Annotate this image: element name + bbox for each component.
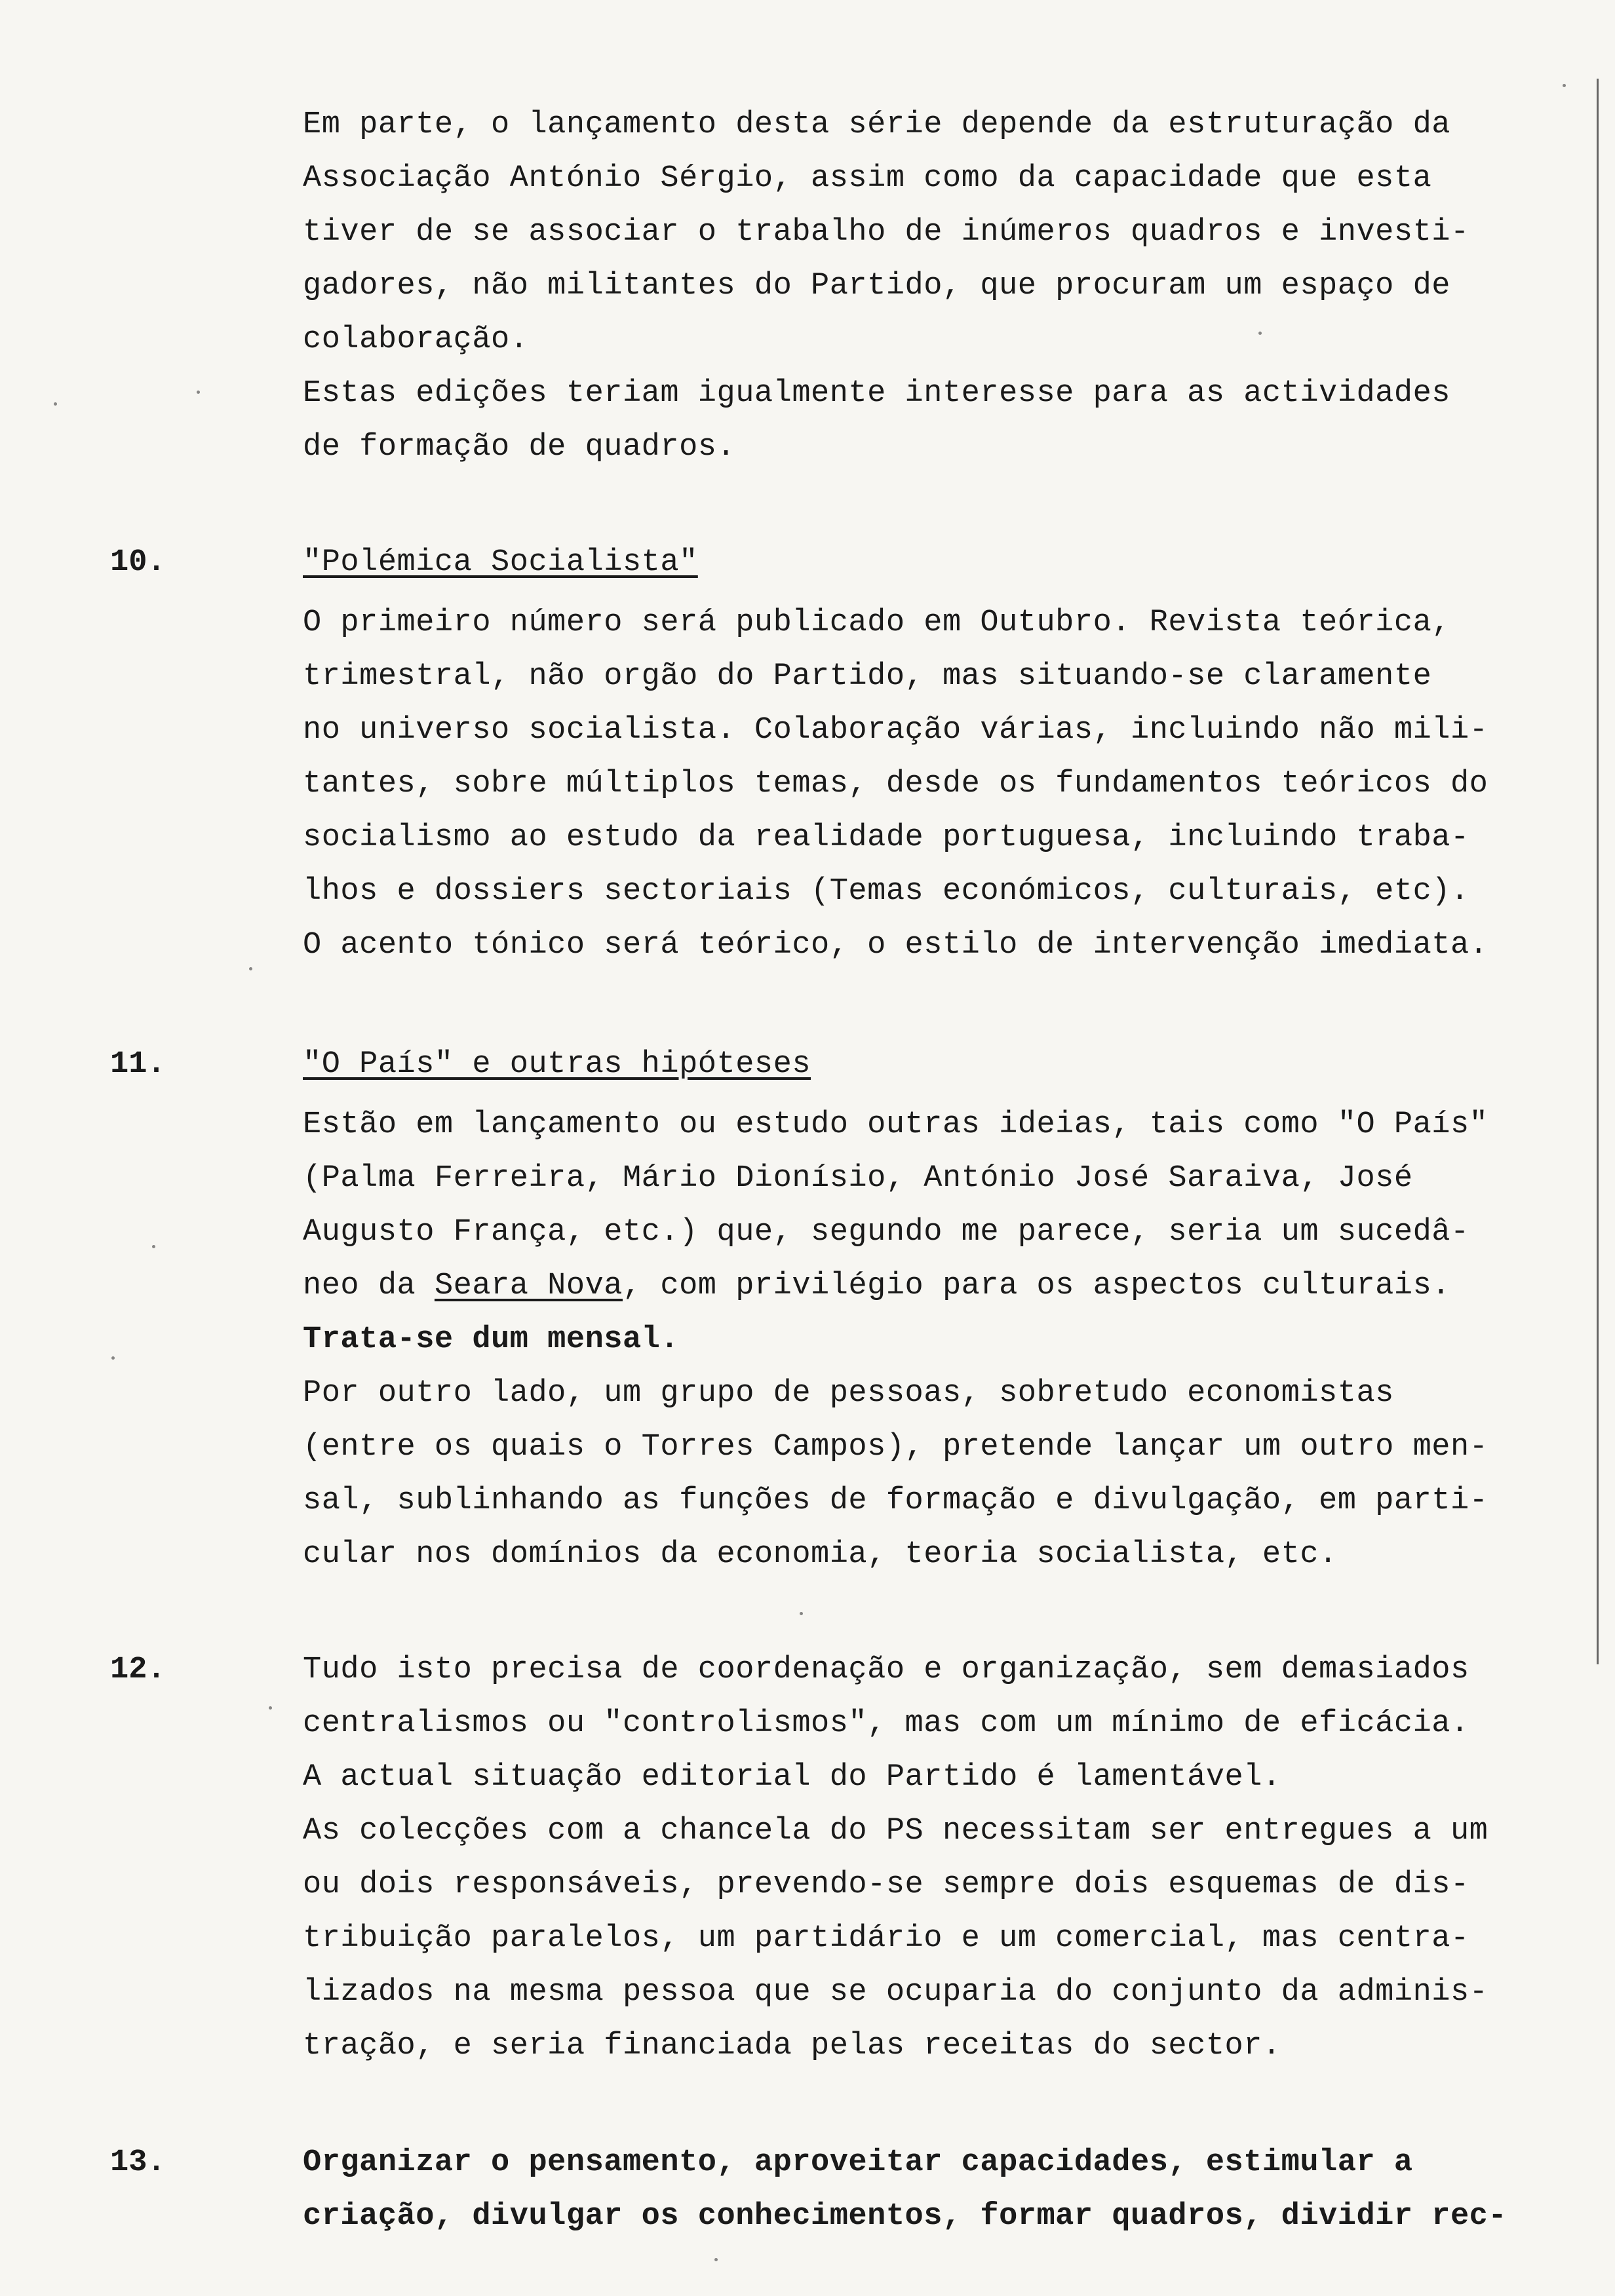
text-line: Estas edições teriam igualmente interesse para as actividades: [303, 376, 1450, 411]
text-line: Organizar o pensamento, aproveitar capacidades, estimular a: [303, 2145, 1413, 2180]
text-line: tração, e seria financiada pelas receitas do sector.: [303, 2029, 1281, 2063]
section-number-12: 12.: [110, 1653, 166, 1687]
scan-speck: [714, 2258, 718, 2261]
text-line: tiver de se associar o trabalho de inúmeros quadros e investi-: [303, 215, 1469, 250]
text-line: de formação de quadros.: [303, 430, 736, 465]
text-line: [303, 1259, 1587, 1313]
text-line: Em parte, o lançamento desta série depende da estruturação da: [303, 107, 1450, 142]
text-fragment: , com privilégio para os aspectos culturais.: [622, 1269, 1450, 1303]
text-line: cular nos domínios da economia, teoria socialista, etc.: [303, 1537, 1338, 1572]
text-line: Tudo isto precisa de coordenação e organização, sem demasiados: [303, 1653, 1469, 1687]
text-line: no universo socialista. Colaboração várias, incluindo não mili-: [303, 713, 1489, 748]
section-12: [303, 1643, 1587, 2073]
scan-speck: [152, 1245, 155, 1248]
text-line: tribuição paralelos, um partidário e um comercial, mas centra-: [303, 1921, 1469, 1956]
text-line: trimestral, não orgão do Partido, mas situando-se claramente: [303, 659, 1432, 694]
text-line: Por outro lado, um grupo de pessoas, sobretudo economistas: [303, 1376, 1394, 1411]
margin-rule: [1597, 79, 1599, 1664]
scan-speck: [800, 1612, 803, 1615]
text-line: criação, divulgar os conhecimentos, formar quadros, dividir rec-: [303, 2199, 1508, 2234]
text-line: (entre os quais o Torres Campos), pretende lançar um outro men-: [303, 1430, 1489, 1464]
text-line: socialismo ao estudo da realidade portuguesa, incluindo traba-: [303, 820, 1469, 855]
section-title: "O País" e outras hipóteses: [303, 1047, 811, 1082]
publication-name: Seara Nova: [434, 1269, 623, 1303]
section-10: [303, 536, 1587, 972]
text-fragment: neo da: [303, 1269, 435, 1303]
section-13: [303, 2136, 1587, 2244]
section-11: [303, 1038, 1587, 1582]
text-line: Associação António Sérgio, assim como da capacidade que esta: [303, 161, 1432, 196]
text-line: sal, sublinhando as funções de formação e divulgação, em parti-: [303, 1483, 1489, 1518]
text-line: As colecções com a chancela do PS necessitam ser entregues a um: [303, 1814, 1489, 1848]
scan-speck: [269, 1706, 272, 1710]
scan-speck: [197, 391, 200, 394]
text-line: O acento tónico será teórico, o estilo de intervenção imediata.: [303, 928, 1489, 963]
intro-paragraph: [303, 98, 1587, 474]
scan-speck: [54, 402, 57, 406]
scan-speck: [1563, 84, 1566, 87]
text-line: (Palma Ferreira, Mário Dionísio, António José Saraiva, José: [303, 1161, 1413, 1196]
section-number-11: 11.: [110, 1047, 166, 1082]
text-line: ou dois responsáveis, prevendo-se sempre dois esquemas de dis-: [303, 1867, 1469, 1902]
text-line: gadores, não militantes do Partido, que procuram um espaço de: [303, 269, 1450, 303]
text-line: lizados na mesma pessoa que se ocuparia do conjunto da adminis-: [303, 1975, 1489, 2010]
section-number-13: 13.: [110, 2145, 166, 2180]
section-title: "Polémica Socialista": [303, 545, 698, 580]
section-number-10: 10.: [110, 545, 166, 580]
text-line: tantes, sobre múltiplos temas, desde os fundamentos teóricos do: [303, 767, 1489, 801]
text-line: O primeiro número será publicado em Outubro. Revista teórica,: [303, 605, 1450, 640]
text-line: lhos e dossiers sectoriais (Temas económicos, culturais, etc).: [303, 874, 1469, 909]
text-line: Augusto França, etc.) que, segundo me parece, seria um sucedâ-: [303, 1215, 1469, 1250]
text-line: centralismos ou "controlismos", mas com um mínimo de eficácia.: [303, 1706, 1469, 1741]
text-line: Estão em lançamento ou estudo outras ideias, tais como "O País": [303, 1107, 1489, 1142]
text-line: colaboração.: [303, 322, 529, 357]
text-line: Trata-se dum mensal.: [303, 1322, 680, 1357]
text-line: A actual situação editorial do Partido é lamentável.: [303, 1760, 1281, 1795]
scan-speck: [111, 1356, 115, 1360]
scan-speck: [249, 967, 252, 970]
